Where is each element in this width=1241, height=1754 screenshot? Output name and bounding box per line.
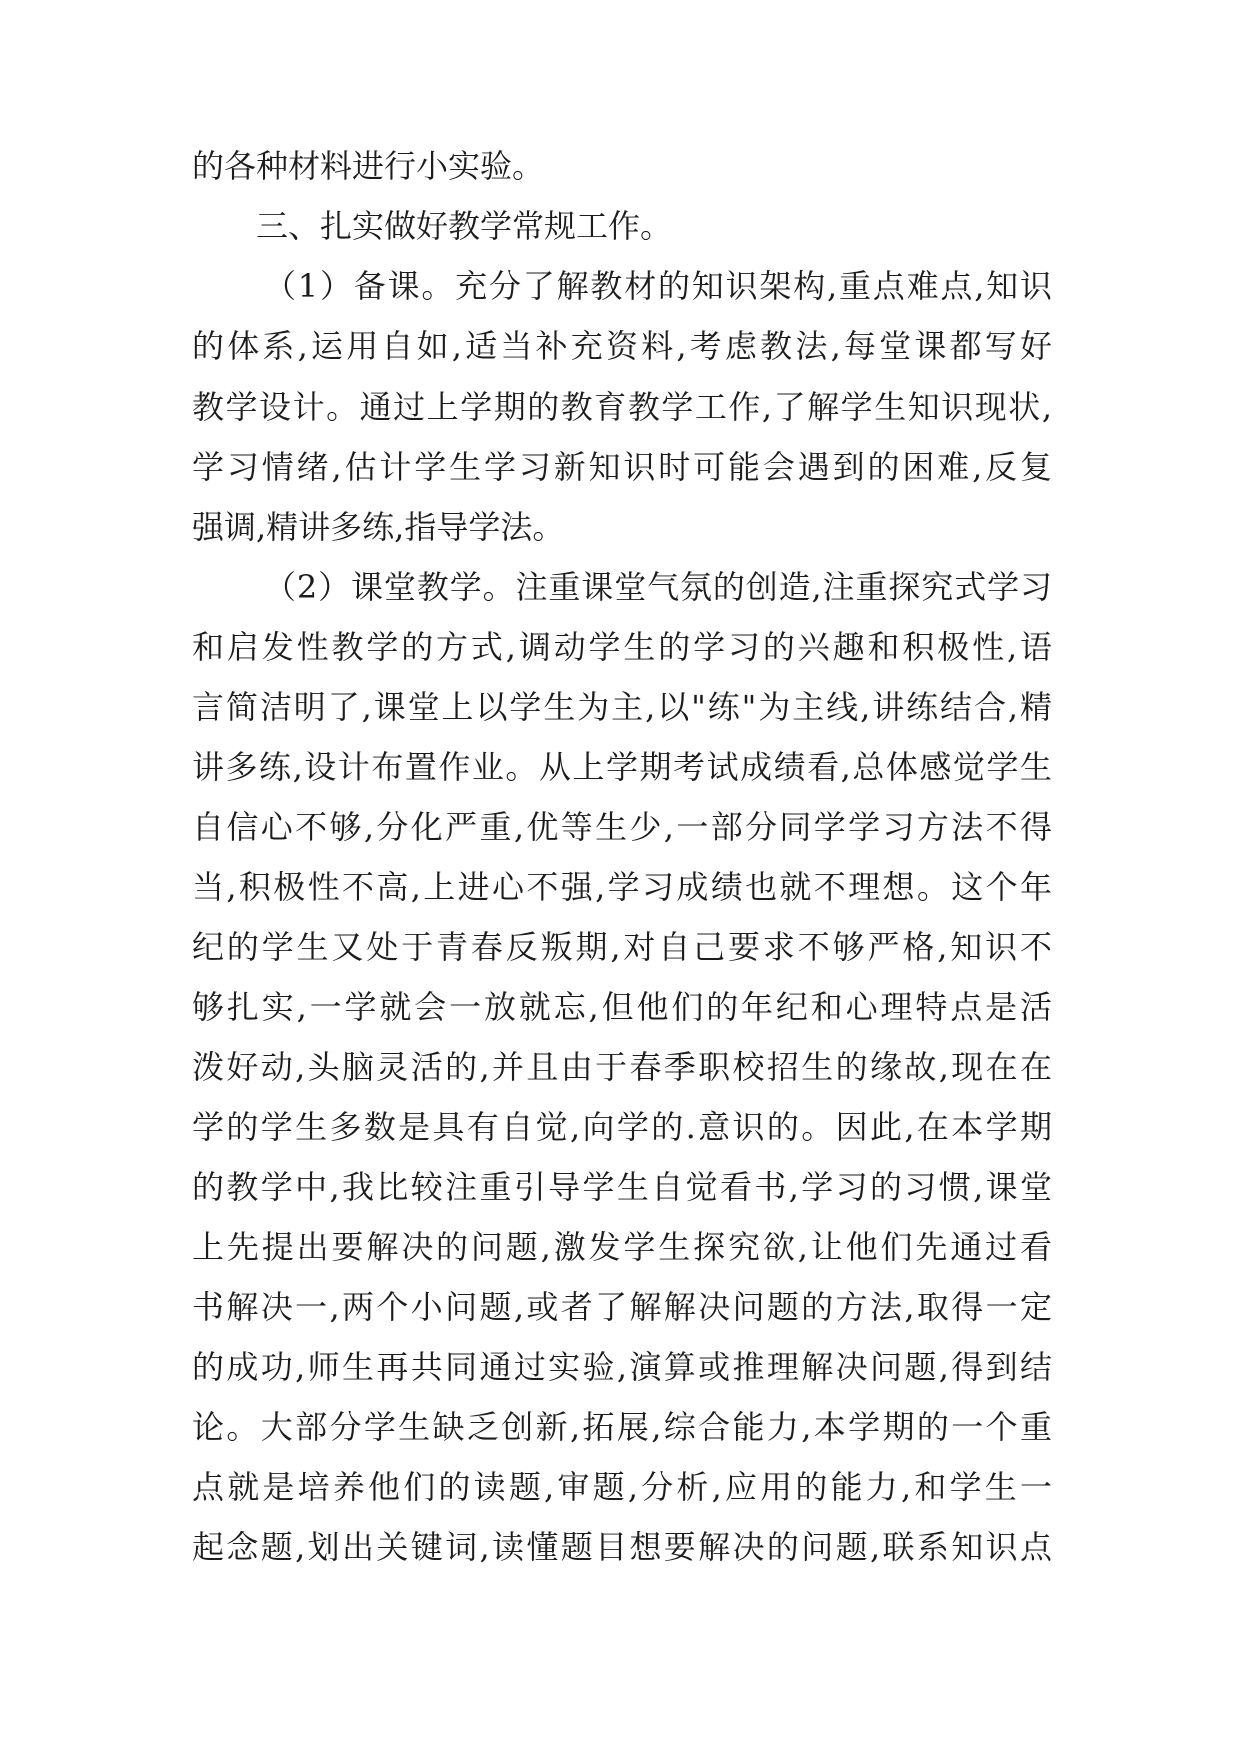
text-line: 泼好动,头脑灵活的,并且由于春季职校招生的缘故,现在在 [192,1048,1052,1086]
text-line: 讲多练,设计布置作业。从上学期考试成绩看,总体感觉学生 [192,748,1052,786]
text-line: 上先提出要解决的问题,激发学生探究欲,让他们先通过看 [192,1228,1052,1266]
text-line: 的成功,师生再共同通过实验,演算或推理解决问题,得到结 [192,1348,1052,1386]
text-line: 学习情绪,估计学生学习新知识时可能会遇到的困难,反复 [192,448,1052,486]
text-line: （1）备课。充分了解教材的知识架构,重点难点,知识 [264,267,1052,305]
text-line: 够扎实,一学就会一放就忘,但他们的年纪和心理特点是活 [192,988,1052,1026]
text-line: 学的学生多数是具有自觉,向学的.意识的。因此,在本学期 [192,1108,1052,1146]
text-line: 书解决一,两个小问题,或者了解解决问题的方法,取得一定 [192,1288,1052,1326]
text-line: （2）课堂教学。注重课堂气氛的创造,注重探究式学习 [264,568,1052,606]
text-line: 的教学中,我比较注重引导学生自觉看书,学习的习惯,课堂 [192,1168,1052,1206]
text-line: 言简洁明了,课堂上以学生为主,以"练"为主线,讲练结合,精 [192,688,1052,726]
text-line: 纪的学生又处于青春反叛期,对自己要求不够严格,知识不 [192,928,1052,966]
text-line: 起念题,划出关键词,读懂题目想要解决的问题,联系知识点 [192,1528,1052,1566]
text-line: 教学设计。通过上学期的教育教学工作,了解学生知识现状, [192,388,1052,426]
section-heading: 三、扎实做好教学常规工作。 [256,207,673,245]
text-line: 强调,精讲多练,指导学法。 [192,508,565,546]
text-line: 论。大部分学生缺乏创新,拓展,综合能力,本学期的一个重 [192,1408,1052,1446]
text-line: 当,积极性不高,上进心不强,学习成绩也就不理想。这个年 [192,868,1052,906]
text-line: 的各种材料进行小实验。 [192,147,545,185]
text-line: 和启发性教学的方式,调动学生的学习的兴趣和积极性,语 [192,628,1052,666]
text-line: 的体系,运用自如,适当补充资料,考虑教法,每堂课都写好 [192,327,1052,365]
text-line: 自信心不够,分化严重,优等生少,一部分同学学习方法不得 [192,808,1052,846]
text-line: 点就是培养他们的读题,审题,分析,应用的能力,和学生一 [192,1468,1052,1506]
